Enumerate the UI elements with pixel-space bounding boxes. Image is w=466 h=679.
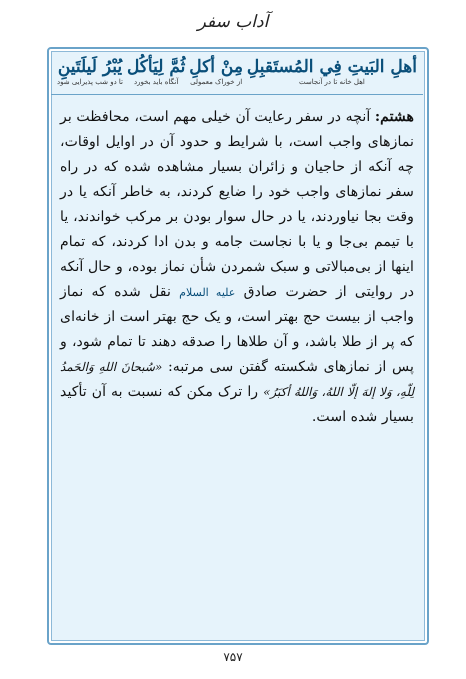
arabic-word: مِنْ أكلِ (189, 57, 243, 77)
section-heading: هشتم: (374, 109, 414, 125)
salutation-glyph: عليه السلام (179, 286, 236, 299)
dhikr-quote: «سُبحانَ اللهِ وَالحَمدُ لِلّهِ، وَلا إلهَ إلّا اللهُ، وَاللهُ أكبَرُ» (60, 360, 414, 399)
arabic-phrase-row (51, 53, 423, 87)
arabic-word: ثُمَّ لِيَأكُل (126, 57, 186, 77)
arabic-word: يُبْرُ لَيلَتَينِ (57, 57, 123, 77)
paragraph-text: نقل شده که نماز واجب از بیست حج بهتر است، و یک حج بهتر است از خانه‌ای که پر از طلا باشد، و آن طلاها را صدقه دهند تا تمام شود، و پس از نمازهای شکسته گفتن سی مرتبه: (60, 284, 415, 375)
persian-gloss: تا دو شب پذیرایی شود (57, 78, 123, 86)
phrase-segment (127, 56, 185, 87)
body-paragraph (60, 105, 414, 430)
persian-gloss: آنگاه باید بخورد (134, 78, 179, 86)
phrase-segment (57, 56, 123, 87)
phrase-segment (189, 56, 243, 87)
arabic-word: أهلِ البَيتِ فِي المُستَقبِلِ (246, 57, 417, 77)
section-divider (51, 94, 423, 95)
paragraph-text: را ترک مکن که نسبت به آن تأکید بسیار شده است. (60, 384, 414, 425)
page-number: ۷۵۷ (223, 650, 243, 664)
paragraph-text: آنچه در سفر رعایت آن خیلی مهم است، محافظت بر نمازهای واجب است، با شرایط و حدود آن در اوایل اوقات، چه آنکه از حاجیان و زائران بسیار مشاهده شده که در راه سفر نمازهای واجب خود را ضایع کردند، به خاطر آنکه یا در وقت بجا نیاوردند، یا در حال سوار بودن بر مرکب خواندند، یا با تیمم بی‌جا و یا با نجاست جامه و بدن ادا کردند، که تمام اینها از بی‌مبالاتی و سبک شمردن شأن نماز بوده، و حال آنکه در روایتی از حضرت صادق (60, 109, 415, 300)
persian-gloss: اهل خانه تا در آنجاست (299, 78, 365, 86)
persian-gloss: از خوراک معمولی (190, 78, 243, 86)
phrase-segment (247, 56, 417, 87)
page-title: آداب سفر (197, 12, 269, 32)
